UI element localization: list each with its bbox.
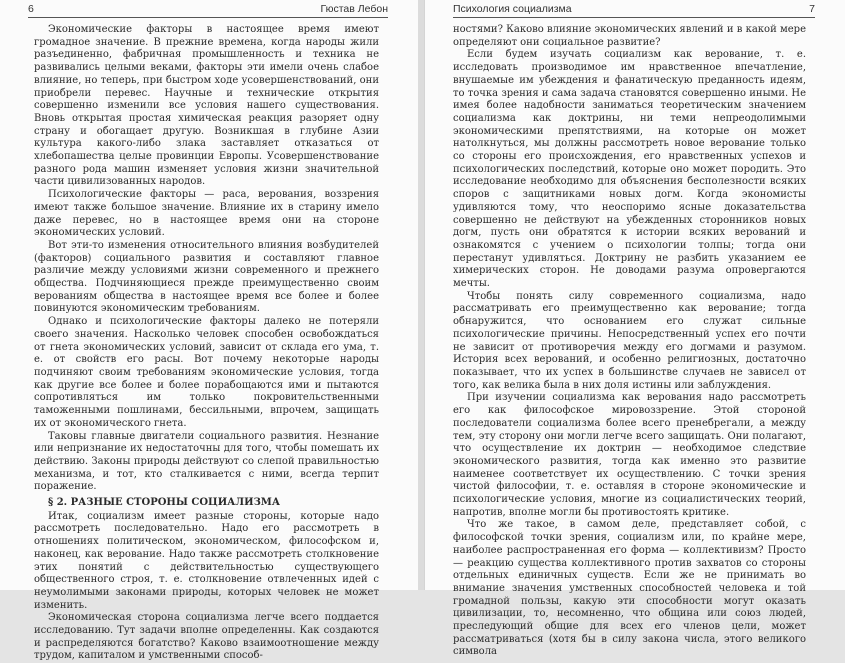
- paragraph: Экономическая сторона социализма легче всего поддается исследованию. Тут задачи вполне определенны. Как создаются и распределяются богатство? Каково взаимоотношение между трудом, капиталом и умственными способ-: [34, 612, 379, 662]
- running-head-right: [453, 2, 815, 16]
- running-title: Психология социализма: [453, 3, 572, 15]
- body-text: [453, 24, 806, 659]
- header-rule: [453, 17, 815, 18]
- paragraph: Если будем изучать социализм как верование, т. е. исследовать производимое им нравственное впечатление, внушаемые им убеждения и фанатическую преданность идеям, то точка зрения и сама задача становятся совершенно иными. Не имея более надобности заниматься теоретическим значением социализма как доктрины, ни теми непреодолимыми экономическими препятствиями, на которые он может натолкнуться, мы должны рассмотреть новое верование только со стороны его происхождения, его нравственных успехов и психологических последствий, которые оно может породить. Это исследование необходимо для объяснения бесполезности всяких споров с защитниками новых догм. Когда экономисты удивляются тому, что неоспоримо ясные доказательства совершенно не действуют на убежденных сторонников новых догм, пусть они обратятся к истории всяких верований и ознакомятся с учением о психологии толпы; тогда они перестанут удивляться. Доктрину не разбить указанием ее химерических сторон. Не доводами разума опровергаются мечты.: [453, 49, 806, 290]
- header-rule: [28, 17, 388, 18]
- page-number: 7: [809, 3, 815, 15]
- page-number: 6: [28, 3, 34, 15]
- paragraph: Вот эти-то изменения относительного влияния возбудителей (факторов) социального развития и составляют главное различие между условиями жизни современного и прежнего общества. Подчиняющиеся прежде преимущественно своим верованиям общества в настоящее время все более и более повинуются экономическим требованиям.: [34, 239, 379, 315]
- paragraph: Однако и психологические факторы далеко не потеряли своего значения. Насколько человек способен освобождаться от гнета экономических условий, зависит от склада его ума, т. е. от свойств его расы. Вот почему некоторые народы подчиняют своим требованиям экономические условия, тогда как другие все более и более порабощаются ими и пытаются сопротивляться им только покровительственными таможенными пошлинами, бессильными, впрочем, защищать их от экономического гнета.: [34, 316, 379, 429]
- paragraph: Чтобы понять силу современного социализма, надо рассматривать его преимущественно как верование; тогда обнаружится, что основанием его служат сильные психологические причины. Непосредственный успех его почти не зависит от противоречия между его догмами и разумом. История всех верований, и особенно религиозных, достаточно показывает, что их успех в большинстве случаев не зависел от того, как велика была в них доля истины или заблуждения.: [453, 290, 806, 391]
- paragraph: Что же такое, в самом деле, представляет собой, с философской точки зрения, социализм или, по крайне мере, наиболее распространенная его форма — коллективизм? Просто — реакцию существа коллективного против захватов со стороны отдельных единичных существ. Если же не принимать во внимание значения умственных способностей человека и той громадной пользы, какую эти способности могут оказать цивилизации, то, несомненно, что община или союз людей, преследующий общие для всех его членов цели, может рассматриваться (хотя бы в силу закона числа, этого великого символа: [453, 519, 806, 658]
- paragraph: При изучении социализма как верования надо рассмотреть его как философское мировоззрение. Этой стороной последователи социализма более всего пренебрегали, а между тем, эту сторону они могли легче всего защищать. Они полагают, что осуществление их доктрин — необходимое следствие экономического развития, тогда как именно это развитие наименее соответствует их осуществлению. С точки зрения чистой философии, т. е. оставляя в стороне экономические и психологические условия, многие из социалистических теорий, напротив, вполне могли бы противостоять критике.: [453, 392, 806, 518]
- right-page: [424, 0, 845, 658]
- left-page: [0, 0, 419, 662]
- running-head-left: [28, 2, 388, 16]
- running-title: Гюстав Лебон: [320, 3, 388, 15]
- paragraph: Таковы главные двигатели социального развития. Незнание или непризнание их недостаточны для того, чтобы помешать их действию. Законы природы действуют со слепой правильностью механизма, и тот, кто сталкивается с ними, всегда терпит поражение.: [34, 430, 379, 493]
- paragraph: Психологические факторы — раса, верования, воззрения имеют также большое значение. Влияние их в старину имело даже перевес, но в настоящее время они на стороне экономических условий.: [34, 189, 379, 239]
- paragraph: ностями? Каково влияние экономических явлений и в какой мере определяют они социальное развитие?: [453, 24, 806, 48]
- body-text: [34, 24, 379, 663]
- paragraph: Итак, социализм имеет разные стороны, которые надо рассмотреть последовательно. Надо его рассмотреть в отношениях политическом, экономическом, философском и, наконец, как верование. Надо также рассмотреть столкновение этих понятий с действительностью существующего общественного строя, т. е. столкновение отвлеченных идей с неумолимыми законами природы, которых человек не может изменить.: [34, 510, 379, 611]
- section-heading: § 2. РАЗНЫЕ СТОРОНЫ СОЦИАЛИЗМА: [48, 497, 281, 509]
- paragraph: Экономические факторы в настоящее время имеют громадное значение. В прежние времена, когда народы жили разъединенно, фабричная промышленность и техника не развивались целыми веками, факторы эти имели очень слабое влияние, но теперь, при быстром ходе усовершенствований, они приобрели перевес. Научные и технические открытия совершенно изменили все условия нашего существования. Вновь открытая простая химическая реакция разоряет одну страну и обогащает другую. Возникшая в глубине Азии культура какого-либо злака заставляет отказаться от хлебопашества целые провинции Европы. Усовершенствование разного рода машин изменяет условия жизни значительной части цивилизованных народов.: [34, 24, 379, 188]
